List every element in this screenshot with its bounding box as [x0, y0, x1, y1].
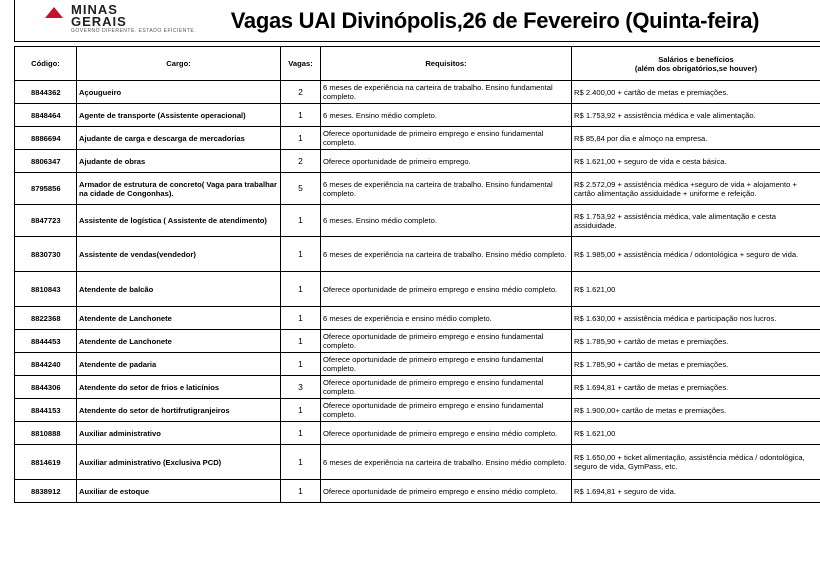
table-row	[15, 399, 820, 422]
cargo-cell: Ajudante de obras	[77, 150, 281, 173]
vagas-cell: 2	[281, 150, 321, 173]
requisitos-cell: Oferece oportunidade de primeiro emprego.	[321, 150, 572, 173]
vagas-cell: 1	[281, 399, 321, 422]
vagas-cell: 5	[281, 173, 321, 205]
codigo-cell: 8795856	[15, 173, 77, 205]
table-row	[15, 237, 820, 272]
table-row	[15, 173, 820, 205]
salario-cell: R$ 1.621,00 + seguro de vida e cesta básica.	[572, 150, 820, 173]
table-row	[15, 330, 820, 353]
vagas-cell: 1	[281, 237, 321, 272]
col-codigo: Código:	[15, 47, 77, 81]
salario-cell: R$ 1.753,92 + assistência médica, vale alimentação e cesta assiduidade.	[572, 205, 820, 237]
vagas-cell: 1	[281, 480, 321, 503]
cargo-cell: Auxiliar administrativo	[77, 422, 281, 445]
requisitos-cell: Oferece oportunidade de primeiro emprego e ensino médio completo.	[321, 272, 572, 307]
vagas-cell: 1	[281, 422, 321, 445]
codigo-cell: 8810843	[15, 272, 77, 307]
codigo-cell: 8814619	[15, 445, 77, 480]
cargo-cell: Auxiliar administrativo (Exclusiva PCD)	[77, 445, 281, 480]
salario-cell: R$ 1.694,81 + seguro de vida.	[572, 480, 820, 503]
salario-cell: R$ 85,84 por dia e almoço na empresa.	[572, 127, 820, 150]
codigo-cell: 8847723	[15, 205, 77, 237]
spreadsheet	[14, 0, 820, 580]
logo	[45, 2, 197, 34]
table-row	[15, 376, 820, 399]
salario-cell: R$ 1.621,00	[572, 422, 820, 445]
codigo-cell: 8844453	[15, 330, 77, 353]
col-requisitos: Requisitos:	[321, 47, 572, 81]
cargo-cell: Atendente do setor de frios e laticínios	[77, 376, 281, 399]
table-row	[15, 81, 820, 104]
col-cargo: Cargo:	[77, 47, 281, 81]
vagas-cell: 1	[281, 104, 321, 127]
requisitos-cell: 6 meses. Ensino médio completo.	[321, 104, 572, 127]
col-salarios	[572, 47, 820, 81]
cargo-cell: Assistente de vendas(vendedor)	[77, 237, 281, 272]
salario-cell: R$ 1.785,90 + cartão de metas e premiações.	[572, 353, 820, 376]
salario-cell: R$ 1.785,90 + cartão de metas e premiações.	[572, 330, 820, 353]
requisitos-cell: 6 meses de experiência e ensino médio completo.	[321, 307, 572, 330]
requisitos-cell: Oferece oportunidade de primeiro emprego e ensino fundamental completo.	[321, 353, 572, 376]
requisitos-cell: 6 meses. Ensino médio completo.	[321, 205, 572, 237]
codigo-cell: 8844306	[15, 376, 77, 399]
cargo-cell: Atendente do setor de hortifrutigranjeiros	[77, 399, 281, 422]
cargo-cell: Agente de transporte (Assistente operacional)	[77, 104, 281, 127]
codigo-cell: 8844153	[15, 399, 77, 422]
cargo-cell: Açougueiro	[77, 81, 281, 104]
requisitos-cell: Oferece oportunidade de primeiro emprego e ensino fundamental completo.	[321, 330, 572, 353]
salario-cell: R$ 1.900,00+ cartão de metas e premiações.	[572, 399, 820, 422]
table-row	[15, 104, 820, 127]
salario-cell: R$ 1.621,00	[572, 272, 820, 307]
col-vagas: Vagas:	[281, 47, 321, 81]
table-row	[15, 307, 820, 330]
requisitos-cell: Oferece oportunidade de primeiro emprego e ensino médio completo.	[321, 480, 572, 503]
codigo-cell: 8886694	[15, 127, 77, 150]
table-header-row	[15, 47, 820, 81]
codigo-cell: 8830730	[15, 237, 77, 272]
table-row	[15, 272, 820, 307]
table-row	[15, 445, 820, 480]
codigo-cell: 8848464	[15, 104, 77, 127]
cargo-cell: Atendente de Lanchonete	[77, 307, 281, 330]
vagas-cell: 2	[281, 81, 321, 104]
cargo-cell: Armador de estrutura de concreto( Vaga para trabalhar na cidade de Congonhas).	[77, 173, 281, 205]
requisitos-cell: Oferece oportunidade de primeiro emprego e ensino fundamental completo.	[321, 376, 572, 399]
requisitos-cell: Oferece oportunidade de primeiro emprego e ensino fundamental completo.	[321, 399, 572, 422]
table-row	[15, 480, 820, 503]
codigo-cell: 8838912	[15, 480, 77, 503]
cargo-cell: Auxiliar de estoque	[77, 480, 281, 503]
cargo-cell: Atendente de padaria	[77, 353, 281, 376]
codigo-cell: 8844240	[15, 353, 77, 376]
triangle-logo-icon	[45, 7, 63, 18]
cargo-cell: Assistente de logística ( Assistente de atendimento)	[77, 205, 281, 237]
logo-subtitle: GOVERNO DIFERENTE. ESTADO EFICIENTE.	[71, 28, 197, 34]
requisitos-cell: Oferece oportunidade de primeiro emprego e ensino fundamental completo.	[321, 127, 572, 150]
table-row	[15, 127, 820, 150]
requisitos-cell: 6 meses de experiência na carteira de trabalho. Ensino fundamental completo.	[321, 173, 572, 205]
codigo-cell: 8806347	[15, 150, 77, 173]
table-row	[15, 353, 820, 376]
vagas-cell: 1	[281, 205, 321, 237]
codigo-cell: 8844362	[15, 81, 77, 104]
requisitos-cell: 6 meses de experiência na carteira de trabalho. Ensino médio completo.	[321, 445, 572, 480]
salario-cell: R$ 1.985,00 + assistência médica / odontológica + seguro de vida.	[572, 237, 820, 272]
cargo-cell: Atendente de balcão	[77, 272, 281, 307]
cargo-cell: Ajudante de carga e descarga de mercadorias	[77, 127, 281, 150]
vagas-cell: 1	[281, 272, 321, 307]
col-salarios-line2: (além dos obrigatórios,se houver)	[634, 63, 758, 73]
cargo-cell: Atendente de Lanchonete	[77, 330, 281, 353]
table-row	[15, 422, 820, 445]
requisitos-cell: 6 meses de experiência na carteira de trabalho. Ensino fundamental completo.	[321, 81, 572, 104]
salario-cell: R$ 1.694,81 + cartão de metas e premiações.	[572, 376, 820, 399]
salario-cell: R$ 1.630,00 + assistência médica e participação nos lucros.	[572, 307, 820, 330]
requisitos-cell: 6 meses de experiência na carteira de trabalho. Ensino médio completo.	[321, 237, 572, 272]
page-title: Vagas UAI Divinópolis,26 de Fevereiro (Quinta-feira)	[230, 8, 760, 33]
jobs-table	[14, 46, 820, 503]
logo-title: MINAS GERAIS	[71, 2, 127, 29]
salario-cell: R$ 2.400,00 + cartão de metas e premiações.	[572, 81, 820, 104]
codigo-cell: 8810888	[15, 422, 77, 445]
vagas-cell: 1	[281, 307, 321, 330]
vagas-cell: 1	[281, 353, 321, 376]
col-salarios-line1: Salários e benefícios	[658, 54, 734, 64]
vagas-cell: 3	[281, 376, 321, 399]
vagas-cell: 1	[281, 445, 321, 480]
salario-cell: R$ 2.572,09 + assistência médica +seguro de vida + alojamento + cartão alimentação assiduidade + uniforme e refeição.	[572, 173, 820, 205]
salario-cell: R$ 1.650,00 + ticket alimentação, assistência médica / odontológica, seguro de vida, GymPass, etc.	[572, 445, 820, 480]
table-row	[15, 205, 820, 237]
requisitos-cell: Oferece oportunidade de primeiro emprego e ensino médio completo.	[321, 422, 572, 445]
codigo-cell: 8822368	[15, 307, 77, 330]
vagas-cell: 1	[281, 127, 321, 150]
table-row	[15, 150, 820, 173]
salario-cell: R$ 1.753,92 + assistência médica e vale alimentação.	[572, 104, 820, 127]
header	[14, 0, 820, 42]
vagas-cell: 1	[281, 330, 321, 353]
